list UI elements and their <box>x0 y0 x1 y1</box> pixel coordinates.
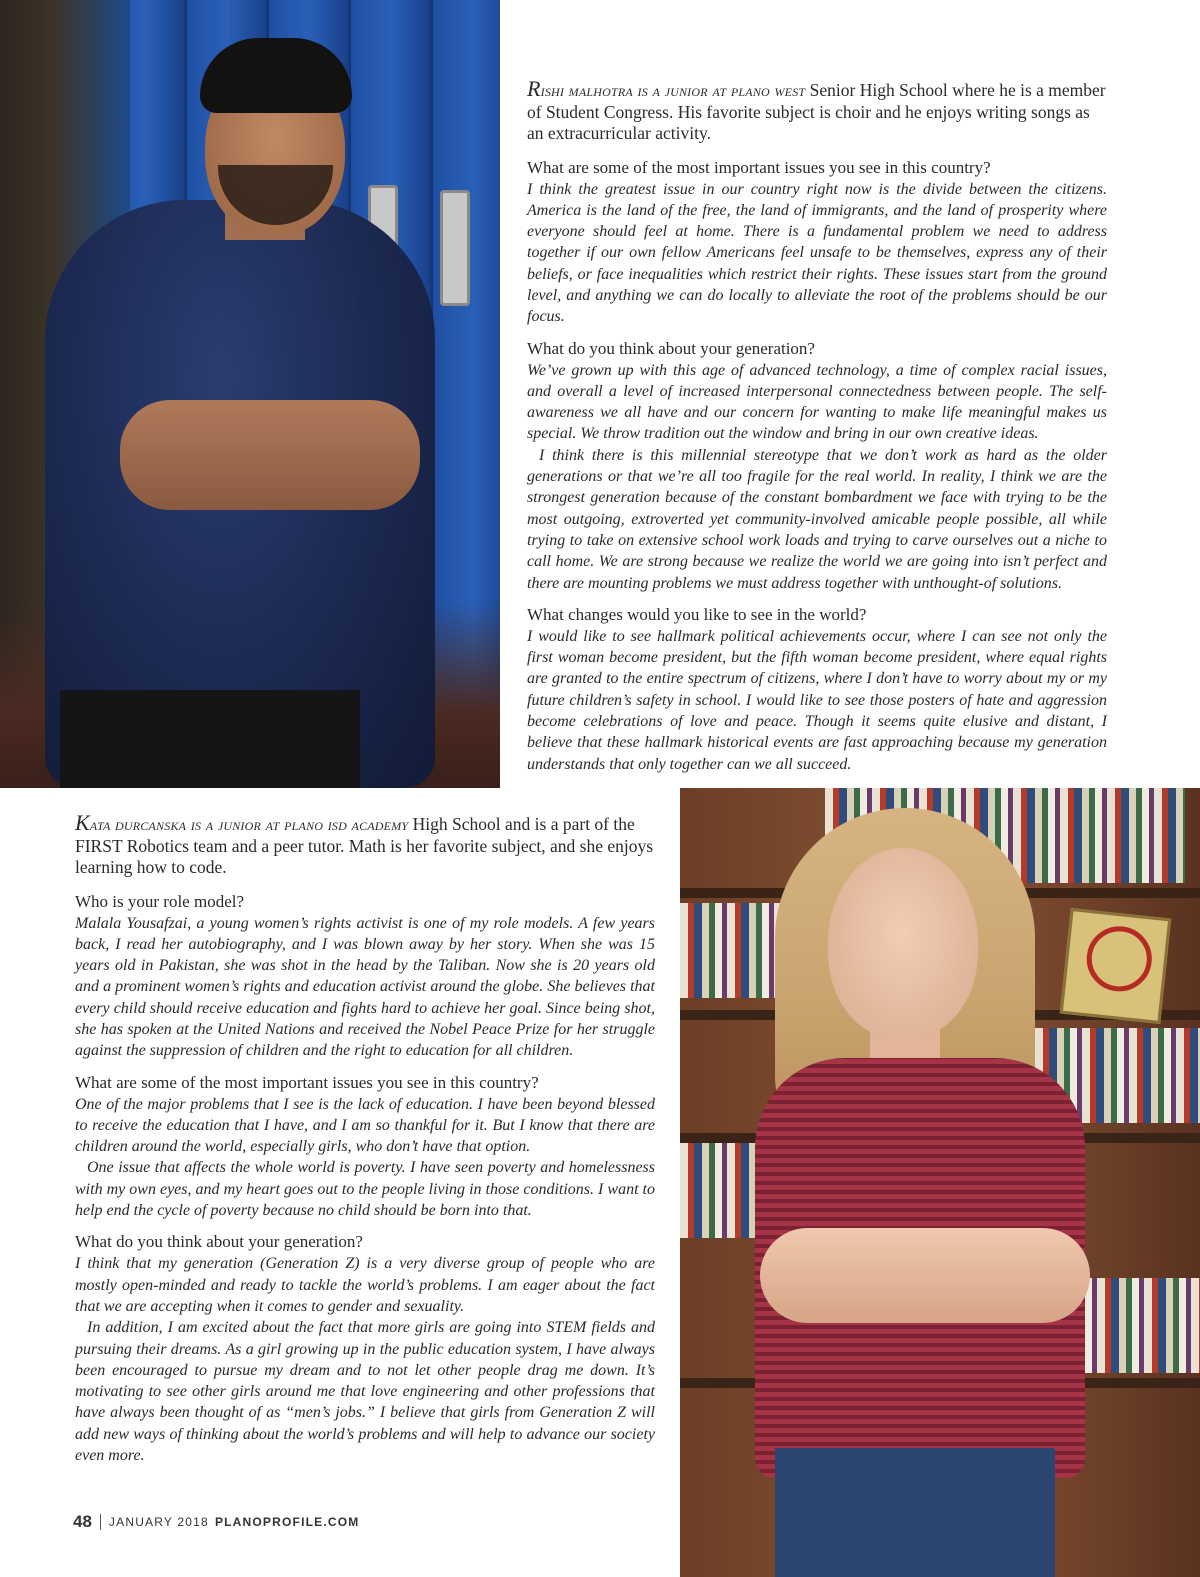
qa-block <box>75 1072 655 1222</box>
qa-block <box>527 604 1107 775</box>
answer: Malala Yousafzai, a young women’s rights activist is one of my role models. A few years back, I read her autobiography, and I was blown away by her story. When she was 15 years old in Pakistan, she was shot in the head by the Taliban. Now she is 20 years old and a prominent women’s rights and education activist around the globe. She believes that every child should receive education and fights hard to achieve her goal. Since being shot, she has spoken at the United Nations and received the Nobel Peace Prize for her struggle against the suppression of children and the right to education for all children. <box>75 914 655 1060</box>
question: What are some of the most important issues you see in this country? <box>527 157 991 177</box>
profile-article-2 <box>75 812 655 1476</box>
qa-block <box>75 891 655 1062</box>
answer: I think that my generation (Generation Z) is a very diverse group of people who are mostly open-minded and ready to tackle the world’s problems. I am eager about the fact that we are accepting when it comes to gender and sexuality. <box>75 1255 655 1315</box>
page-number: 48 <box>73 1512 92 1531</box>
profile-intro: Rishi malhotra is a junior at plano west Senior High School where he is a member of Student Congress. His favorite subject is choir and he enjoys writing songs as an extracurricular activity. <box>527 76 1106 143</box>
answer: I would like to see hallmark political achievements occur, where I can see not only the first woman become president, but the fifth woman become president, where equal rights are granted to the entire spectrum of citizens, where I don’t have to worry about my or my future children’s safety in school. I would like to see those posters of hate and aggression become celebrations of love and peace. Though it seems quite elusive and distant, I believe that these hallmark historical events are fast approaching because my generation understands that only together can we all succeed. <box>527 627 1107 773</box>
question: What do you think about your generation? <box>75 1232 363 1252</box>
profile-article-1 <box>527 78 1107 785</box>
question: What do you think about your generation? <box>527 338 815 358</box>
issue-date: JANUARY 2018 <box>108 1515 209 1529</box>
profile-intro: Kata durcanska is a junior at plano isd academy High School and is a part of the FIRST Robotics team and a peer tutor. Math is her favorite subject, and she enjoys learning how to code. <box>75 810 654 877</box>
locker-handle <box>440 190 470 306</box>
answer: One issue that affects the whole world is poverty. I have seen poverty and homelessness with my own eyes, and my heart goes out to the people living in those conditions. I want to help end the cycle of poverty because no child should be born into that. <box>75 1159 655 1220</box>
photo-student-library <box>680 788 1200 1577</box>
lead-in: Rishi malhotra is a junior at plano west <box>527 76 806 101</box>
person-face <box>828 848 978 1038</box>
qa-block <box>75 1231 655 1466</box>
crossed-arms <box>120 400 420 510</box>
person-jeans <box>775 1448 1055 1577</box>
page-footer <box>73 1512 359 1532</box>
question: Who is your role model? <box>75 891 245 911</box>
question: What changes would you like to see in the world? <box>527 604 867 624</box>
crossed-arms <box>760 1228 1090 1323</box>
books <box>680 1143 760 1238</box>
answer: We’ve grown up with this age of advanced technology, a time of complex racial issues, and overall a level of increased interpersonal connectedness between people. The self-awareness we all have and our concern for wanting to make life meaningful makes us special. We throw tradition out the window and bring in our own creative ideas. <box>527 361 1107 443</box>
answer: I think there is this millennial stereotype that we don’t work as hard as the older generations or that we’re all too fragile for the real world. In reality, I think we are the strongest generation because of the constant bombardment we face with trying to be the most outgoing, extroverted yet community-involved amicable people possible, all while trying to take on extensive school work loads and trying to carve ourselves out a niche to call home. We are strong because we realize the world we are going into isn’t perfect and there are mounting problems we must address together with unthought-of solutions. <box>527 446 1107 592</box>
lead-in: Kata durcanska is a junior at plano isd academy <box>75 810 409 835</box>
site-name: PLANOPROFILE.COM <box>214 1515 360 1529</box>
question: What are some of the most important issues you see in this country? <box>75 1072 539 1092</box>
no-symbol-icon <box>1084 923 1155 994</box>
qa-block <box>527 157 1107 328</box>
answer: I think the greatest issue in our country right now is the divide between the citizens. America is the land of the free, the land of immigrants, and the land of prosperity where everyone should feel at home. There is a fundamental problem we need to address together if our own fellow Americans feel unsafe to be themselves, express any of their beliefs, or face inequalities which restrict their rights. These issues start from the ground level, and anything we can do locally to alleviate the root of the problems should be our focus. <box>527 180 1107 326</box>
person-pants <box>60 690 360 788</box>
footer-divider <box>100 1514 101 1530</box>
answer: In addition, I am excited about the fact that more girls are going into STEM fields and pursuing their dreams. As a girl growing up in the public education system, I have always been encouraged to pursue my dream and to not let other people drag me down. It’s motivating to see other girls around me that love engineering and other professions that have always been thought of as “men’s jobs.” I believe that girls from Generation Z will add new ways of thinking about the world’s problems and will help to advance our society even more. <box>75 1319 655 1465</box>
fear-zone-sign <box>1060 908 1172 1024</box>
answer: One of the major problems that I see is the lack of education. I have been beyond blessed to receive the education that I have, and I am so thankful for it. But I know that there are children around the world, especially girls, who don’t have that option. <box>75 1095 655 1156</box>
person-hair <box>200 38 352 113</box>
photo-student-lockers <box>0 0 500 788</box>
qa-block <box>527 338 1107 594</box>
